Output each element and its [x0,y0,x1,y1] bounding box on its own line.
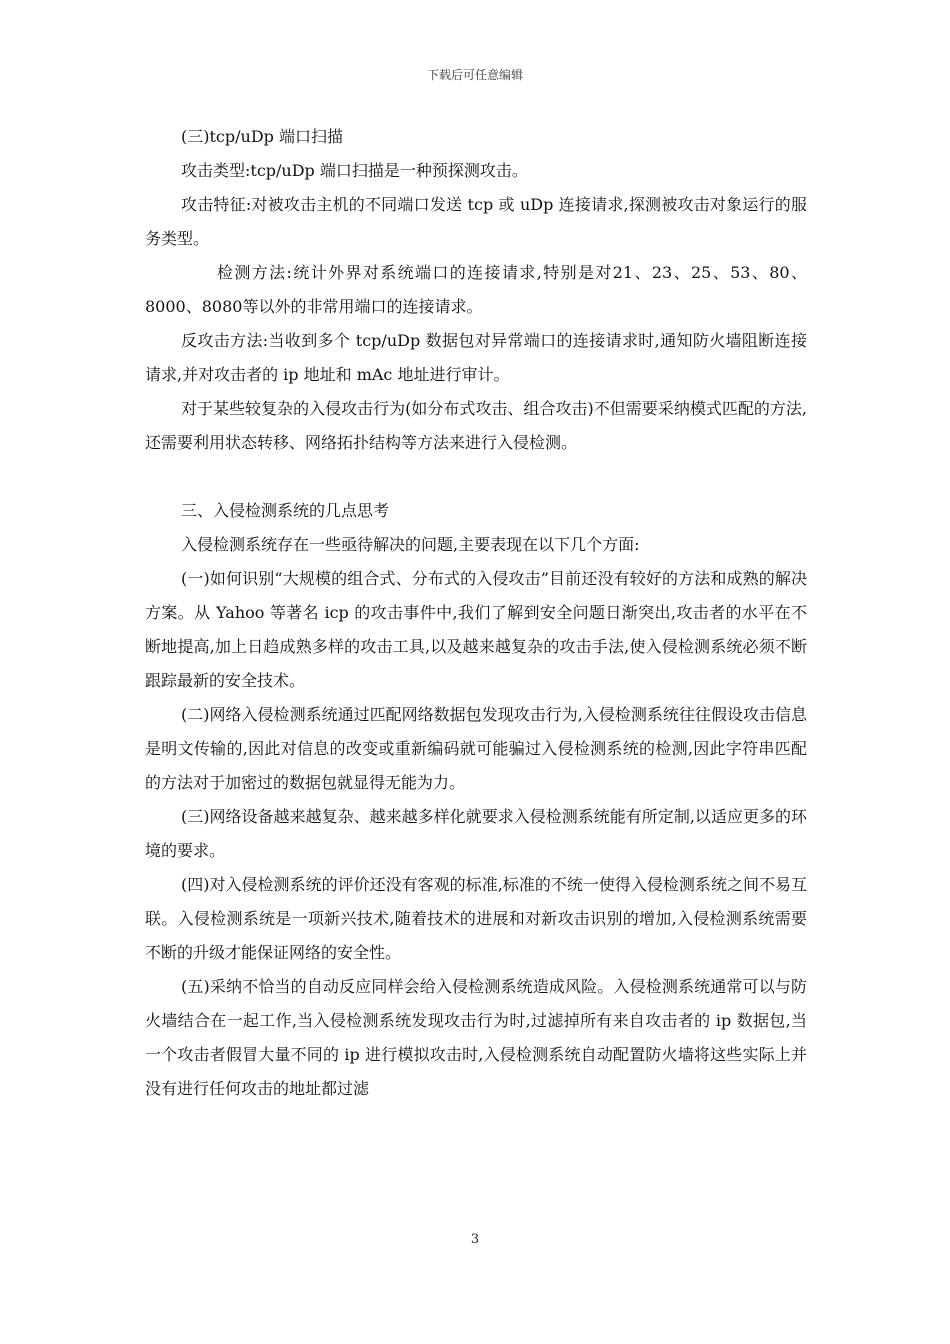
blank-line [145,460,807,494]
paragraph-complex-attacks: 对于某些较复杂的入侵攻击行为(如分布式攻击、组合攻击)不但需要采纳模式匹配的方法,还需要利用状态转移、网络拓扑结构等方法来进行入侵检测。 [145,399,807,452]
section-heading-tcp-udp-scan: (三)tcp/uDp 端口扫描 [181,127,343,146]
paragraph-problems-intro: 入侵检测系统存在一些亟待解决的问题,主要表现在以下几个方面: [181,535,640,554]
paragraph-attack-features: 攻击特征:对被攻击主机的不同端口发送 tcp 或 uDp 连接请求,探测被攻击对象运行的服务类型。 [145,195,807,248]
paragraph-attack-type: 攻击类型:tcp/uDp 端口扫描是一种预探测攻击。 [181,161,528,180]
page-number: 3 [470,1232,480,1247]
paragraph-item-3: (三)网络设备越来越复杂、越来越多样化就要求入侵检测系统能有所定制,以适应更多的环境的要求。 [145,807,807,860]
document-body [145,120,807,1106]
paragraph-item-4: (四)对入侵检测系统的评价还没有客观的标准,标准的不统一使得入侵检测系统之间不易互联。入侵检测系统是一项新兴技术,随着技术的进展和对新攻击识别的增加,入侵检测系统需要不断的升级才能保证网络的安全性。 [145,875,807,962]
paragraph-item-5: (五)采纳不恰当的自动反应同样会给入侵检测系统造成风险。入侵检测系统通常可以与防火墙结合在一起工作,当入侵检测系统发现攻击行为时,过滤掉所有来自攻击者的 ip 数据包,当一个攻击者假冒大量不同的 ip 进行模拟攻击时,入侵检测系统自动配置防火墙将这些实际上并没有进行任何攻击的地址都过滤 [145,977,807,1098]
paragraph-item-1: (一)如何识别“大规模的组合式、分布式的入侵攻击”目前还没有较好的方法和成熟的解决方案。从 Yahoo 等著名 icp 的攻击事件中,我们了解到安全问题日渐突出,攻击者的水平在不断地提高,加上日趋成熟多样的攻击工具,以及越来越复杂的攻击手法,使入侵检测系统必须不断跟踪最新的安全技术。 [145,569,807,690]
paragraph-item-2: (二)网络入侵检测系统通过匹配网络数据包发现攻击行为,入侵检测系统往往假设攻击信息是明文传输的,因此对信息的改变或重新编码就可能骗过入侵检测系统的检测,因此字符串匹配的方法对于加密过的数据包就显得无能为力。 [145,705,807,792]
paragraph-detection-method: 检测方法:统计外界对系统端口的连接请求,特别是对21、23、25、53、80、8000、8080等以外的非常用端口的连接请求。 [145,263,807,316]
section-heading-thoughts: 三、入侵检测系统的几点思考 [181,501,390,520]
page-header: 下载后可任意编辑 [426,68,523,82]
paragraph-counter-attack: 反攻击方法:当收到多个 tcp/uDp 数据包对异常端口的连接请求时,通知防火墙阻断连接请求,并对攻击者的 ip 地址和 mAc 地址进行审计。 [145,331,807,384]
